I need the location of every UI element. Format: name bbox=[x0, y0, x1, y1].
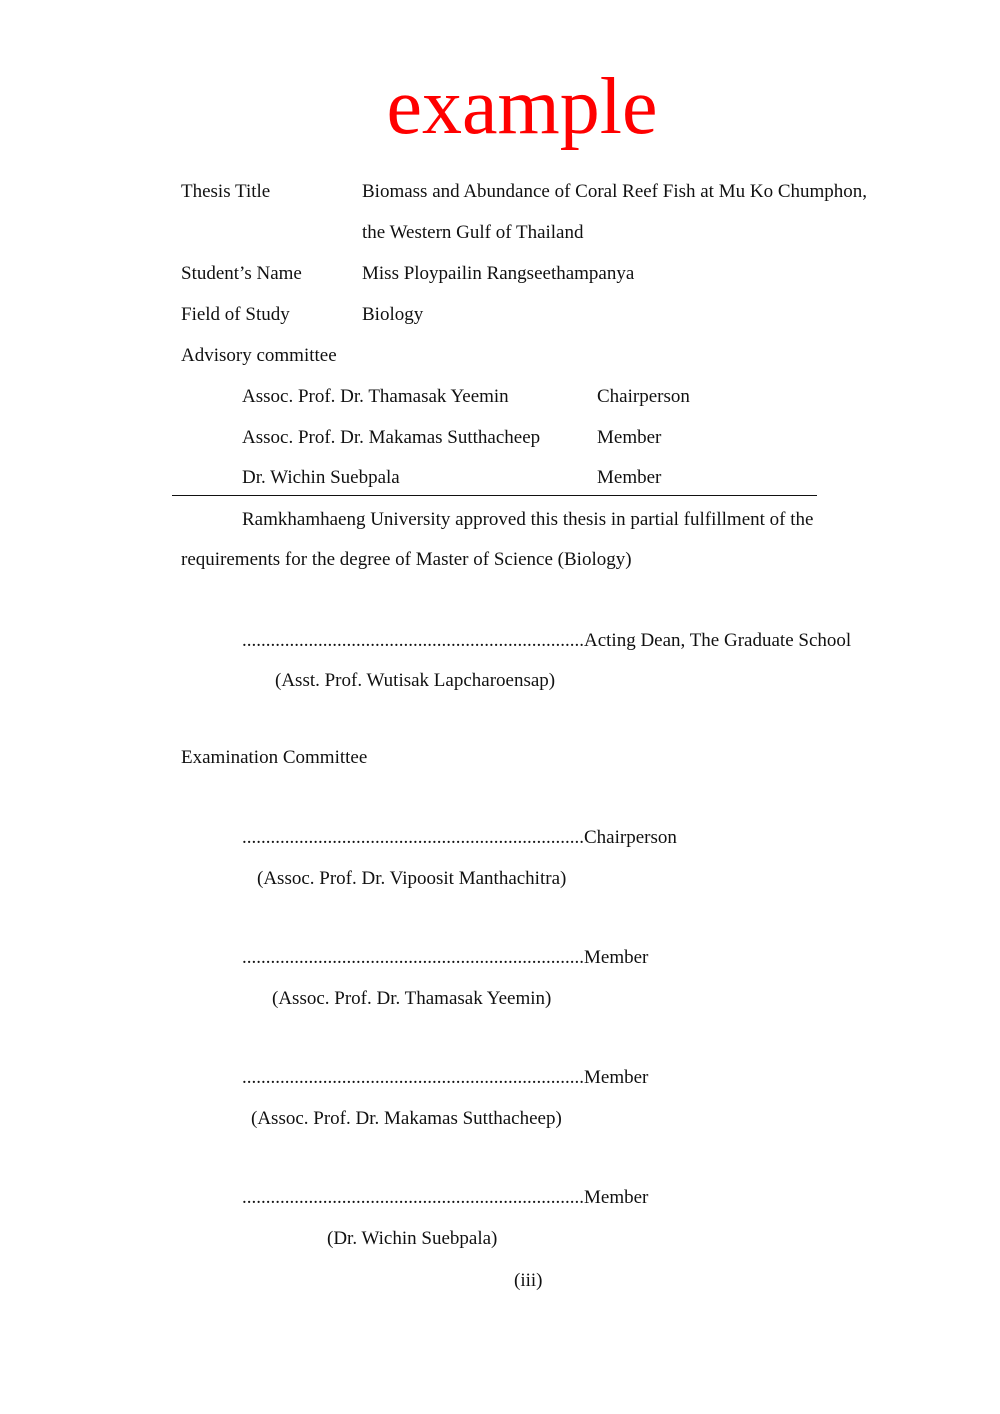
thesis-title-line-2: the Western Gulf of Thailand bbox=[362, 222, 584, 243]
exam-member-name: (Assoc. Prof. Dr. Vipoosit Manthachitra) bbox=[257, 868, 567, 889]
exam-signature-line: ........................................................................Member bbox=[242, 1187, 649, 1208]
approval-line-2: requirements for the degree of Master of Science (Biology) bbox=[181, 549, 632, 570]
examination-committee-label: Examination Committee bbox=[181, 747, 368, 768]
field-of-study-label: Field of Study bbox=[181, 304, 290, 325]
approval-line-1: Ramkhamhaeng University approved this thesis in partial fulfillment of the bbox=[242, 509, 814, 530]
exam-member-name: (Dr. Wichin Suebpala) bbox=[327, 1228, 498, 1249]
advisor-name: Assoc. Prof. Dr. Makamas Sutthacheep bbox=[242, 427, 541, 448]
advisor-name: Assoc. Prof. Dr. Thamasak Yeemin bbox=[242, 386, 509, 407]
thesis-title-line-1: Biomass and Abundance of Coral Reef Fish at Mu Ko Chumphon, bbox=[362, 181, 868, 202]
advisor-role: Chairperson bbox=[597, 386, 690, 407]
watermark-text: example bbox=[386, 63, 658, 151]
divider-rule bbox=[172, 495, 817, 496]
advisor-name: Dr. Wichin Suebpala bbox=[242, 467, 400, 488]
exam-member-name: (Assoc. Prof. Dr. Thamasak Yeemin) bbox=[272, 988, 552, 1009]
exam-signature-line: ........................................................................Chairperson bbox=[242, 827, 677, 848]
exam-member-name: (Assoc. Prof. Dr. Makamas Sutthacheep) bbox=[251, 1108, 562, 1129]
exam-signature-line: ........................................................................Member bbox=[242, 947, 649, 968]
advisory-committee-label: Advisory committee bbox=[181, 345, 337, 366]
advisor-role: Member bbox=[597, 467, 662, 488]
field-of-study-value: Biology bbox=[362, 304, 424, 325]
thesis-title-label: Thesis Title bbox=[181, 181, 271, 202]
advisor-role: Member bbox=[597, 427, 662, 448]
student-name-label: Student’s Name bbox=[181, 263, 302, 284]
page-number: (iii) bbox=[514, 1270, 543, 1291]
student-name-value: Miss Ploypailin Rangseethampanya bbox=[362, 263, 635, 284]
dean-signature-line: ........................................................................Acting Dean, The Graduate School bbox=[242, 630, 852, 651]
exam-signature-line: ........................................................................Member bbox=[242, 1067, 649, 1088]
dean-name: (Asst. Prof. Wutisak Lapcharoensap) bbox=[275, 670, 556, 691]
